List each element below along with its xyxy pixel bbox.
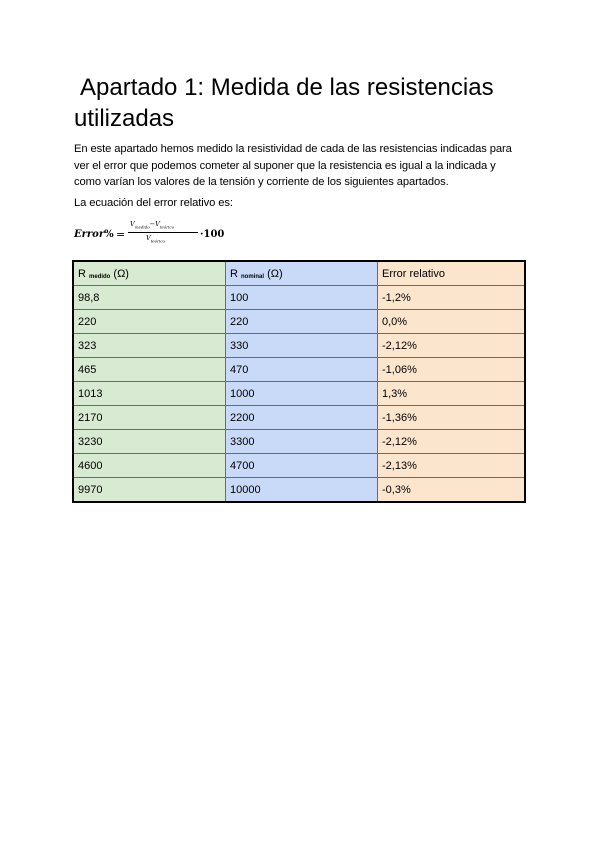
cell-r-medido: 323 — [73, 334, 226, 358]
cell-error: -1,06% — [378, 358, 526, 382]
table-row — [73, 454, 525, 478]
table-row — [73, 286, 525, 310]
table-row — [73, 382, 525, 406]
table-row — [73, 358, 525, 382]
cell-r-medido: 4600 — [73, 454, 226, 478]
cell-error: -0,3% — [378, 478, 526, 503]
cell-r-medido: 9970 — [73, 478, 226, 503]
cell-r-medido: 465 — [73, 358, 226, 382]
table-row — [73, 334, 525, 358]
table-row — [73, 478, 525, 503]
header-error-relativo: Error relativo — [378, 261, 526, 286]
fraction-bar — [128, 232, 198, 233]
section-heading: Apartado 1: Medida de las resistencias utilizadas — [74, 74, 494, 132]
cell-error: -2,12% — [378, 430, 526, 454]
intro-paragraph: En este apartado hemos medido la resistividad de cada de las resistencias indicadas para ver el error que podemos cometer al suponer que la resistencia es igual a la indicada y como varían los valores de la tensión y corriente de los siguientes apartados. — [74, 143, 512, 188]
cell-r-medido: 98,8 — [73, 286, 226, 310]
header-r-medido: R $_{medido}$ (Ω) — [73, 261, 226, 286]
cell-r-medido: 2170 — [73, 406, 226, 430]
formula-denominator: $V_{teórico}$ — [146, 234, 165, 244]
formula-lhs: Error% — [74, 229, 114, 240]
table-header-row — [73, 261, 525, 286]
table-row — [73, 406, 525, 430]
cell-error: -1,36% — [378, 406, 526, 430]
formula-multiplier: ·100 — [200, 229, 225, 240]
cell-r-nominal: 3300 — [226, 430, 378, 454]
table-row — [73, 310, 525, 334]
formula-fraction — [128, 220, 198, 248]
cell-r-nominal: 1000 — [226, 382, 378, 406]
cell-r-medido: 220 — [73, 310, 226, 334]
header-r-nominal: R $_{nominal}$ (Ω) — [226, 261, 378, 286]
cell-error: -2,13% — [378, 454, 526, 478]
cell-error: 0,0% — [378, 310, 526, 334]
cell-r-nominal: 330 — [226, 334, 378, 358]
relative-error-formula — [74, 220, 274, 248]
cell-r-nominal: 10000 — [226, 478, 378, 503]
formula-numerator: $V_{medido}-V_{teórico}$ — [130, 220, 175, 230]
cell-error: 1,3% — [378, 382, 526, 406]
cell-r-nominal: 100 — [226, 286, 378, 310]
cell-r-medido: 1013 — [73, 382, 226, 406]
table-row — [73, 430, 525, 454]
cell-r-nominal: 4700 — [226, 454, 378, 478]
cell-r-nominal: 2200 — [226, 406, 378, 430]
cell-r-nominal: 470 — [226, 358, 378, 382]
cell-r-medido: 3230 — [73, 430, 226, 454]
formula-equals: = — [116, 228, 126, 241]
cell-r-nominal: 220 — [226, 310, 378, 334]
equation-intro: La ecuación del error relativo es: — [74, 197, 233, 209]
cell-error: -1,2% — [378, 286, 526, 310]
resistance-table — [72, 260, 526, 503]
cell-error: -2,12% — [378, 334, 526, 358]
